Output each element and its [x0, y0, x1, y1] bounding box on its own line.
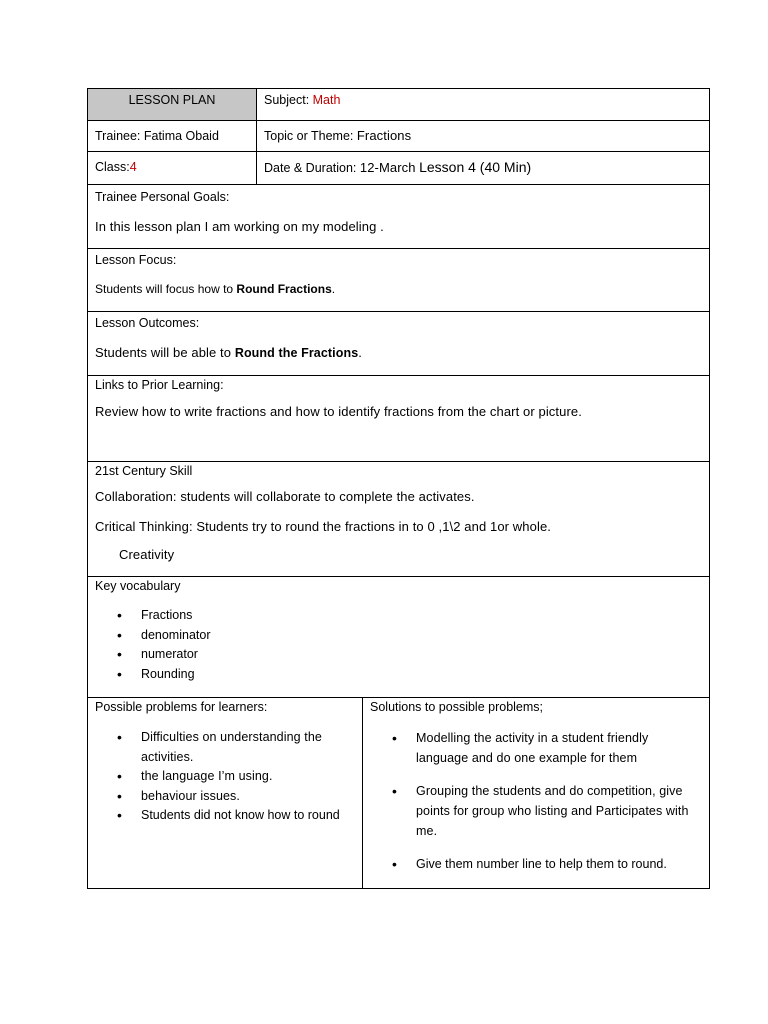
- lesson-plan-document: [87, 88, 709, 889]
- list-item: • Difficulties on understanding the activities.: [141, 728, 355, 767]
- problems-label: Possible problems for learners:: [95, 700, 268, 714]
- trainee-row: [88, 121, 710, 152]
- list-item: • Rounding: [141, 665, 702, 685]
- vocabulary-cell: [88, 577, 710, 698]
- topic-value: Fractions: [356, 128, 412, 143]
- prior-learning-row: [88, 376, 710, 462]
- trainee-cell: [88, 121, 257, 152]
- lesson-outcomes-label: Lesson Outcomes:: [95, 316, 200, 330]
- class-cell: [88, 152, 257, 185]
- personal-goals-row: [88, 185, 710, 249]
- lesson-duration: Lesson 4 (40 Min): [419, 159, 532, 175]
- problems-solutions-row: [88, 698, 710, 889]
- list-item: • Give them number line to help them to round.: [416, 854, 702, 874]
- century-skill-row: [88, 462, 710, 577]
- lesson-focus-row: [88, 249, 710, 312]
- subject-value: Math: [312, 93, 341, 107]
- prior-learning-text: Review how to write fractions and how to identify fractions from the chart or picture.: [95, 404, 582, 419]
- date-cell: [257, 152, 710, 185]
- class-label: Class:: [95, 160, 130, 174]
- personal-goals-label: Trainee Personal Goals:: [95, 190, 230, 204]
- collaboration-text: Collaboration: students will collaborate to complete the activates.: [95, 489, 475, 504]
- problems-list: [95, 728, 355, 826]
- lesson-focus-cell: [88, 249, 710, 312]
- topic-label: Topic or Theme:: [264, 129, 357, 143]
- problems-cell: [88, 698, 363, 889]
- list-item: • behaviour issues.: [141, 787, 355, 807]
- prior-learning-label: Links to Prior Learning:: [95, 378, 224, 392]
- list-item: • denominator: [141, 626, 702, 646]
- list-item: • the language I’m using.: [141, 767, 355, 787]
- vocabulary-row: [88, 577, 710, 698]
- solutions-cell: [363, 698, 710, 889]
- vocabulary-list: [95, 606, 702, 684]
- lesson-focus-label: Lesson Focus:: [95, 253, 177, 267]
- subject-label: Subject:: [264, 93, 313, 107]
- lesson-outcomes-row: [88, 312, 710, 376]
- list-item: • Modelling the activity in a student friendly language and do one example for them: [416, 728, 702, 768]
- solutions-list: [370, 728, 702, 874]
- subject-cell: [257, 89, 710, 121]
- class-row: [88, 152, 710, 185]
- date-value: 12-March: [359, 160, 416, 175]
- topic-cell: [257, 121, 710, 152]
- lesson-plan-table: [87, 88, 710, 889]
- creativity-text: Creativity: [119, 547, 175, 562]
- solutions-label: Solutions to possible problems;: [370, 700, 544, 714]
- header-row: [88, 89, 710, 121]
- personal-goals-cell: [88, 185, 710, 249]
- lesson-plan-title: LESSON PLAN: [88, 89, 257, 121]
- list-item: • Grouping the students and do competition, give points for group who listing and Participates with me.: [416, 781, 702, 841]
- century-skill-label: 21st Century Skill: [95, 464, 193, 478]
- critical-thinking-text: Critical Thinking: Students try to round the fractions in to 0 ,1\2 and 1or whole.: [95, 519, 551, 534]
- class-value: 4: [129, 160, 137, 174]
- vocabulary-label: Key vocabulary: [95, 579, 181, 593]
- trainee-name: Trainee: Fatima Obaid: [95, 129, 219, 143]
- lesson-outcomes-text: Students will be able to Round the Fractions.: [95, 345, 362, 360]
- prior-learning-cell: [88, 376, 710, 462]
- list-item: • Fractions: [141, 606, 702, 626]
- personal-goals-text: In this lesson plan I am working on my modeling .: [95, 219, 384, 234]
- lesson-focus-text: Students will focus how to Round Fractions.: [95, 282, 336, 296]
- list-item: • Students did not know how to round: [141, 806, 355, 826]
- century-skill-cell: [88, 462, 710, 577]
- date-label: Date & Duration:: [264, 161, 360, 175]
- list-item: • numerator: [141, 645, 702, 665]
- lesson-outcomes-cell: [88, 312, 710, 376]
